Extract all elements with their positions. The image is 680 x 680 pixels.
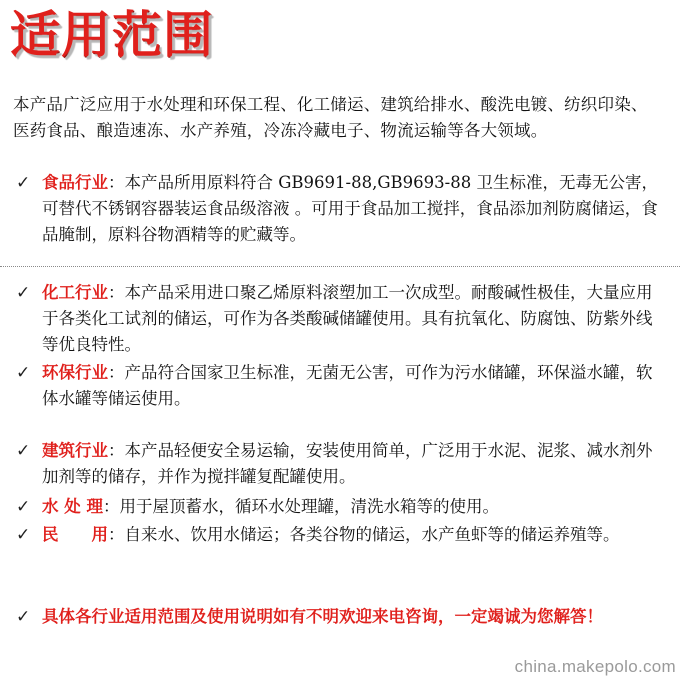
item-separator: ： (108, 173, 125, 192)
item-text: 本产品所用原料符合 GB9691-88,GB9693-88 卫生标准，无毒无公害，可替代不锈钢容器装运食品级溶液 。可用于食品加工搅拌，食品添加剂防腐储运，食品腌制，原料谷物酒精等的贮藏等。 (42, 173, 658, 244)
section-divider (0, 266, 680, 267)
watermark: china.makepolo.com (514, 657, 676, 676)
item-separator: ： (108, 363, 125, 382)
list-item-water-treatment (16, 494, 666, 520)
item-label: 环保行业 (42, 363, 108, 382)
check-icon: ✓ (16, 173, 31, 193)
item-separator: ： (103, 497, 120, 516)
intro-paragraph: 本产品广泛应用于水处理和环保工程、化工储运、建筑给排水、酸洗电镀、纺织印染、医药食品、酿造速冻、水产养殖，冷冻冷藏电子、物流运输等各大领域。 (13, 95, 648, 140)
item-separator: ： (108, 441, 125, 460)
list-item-civil (16, 522, 666, 548)
list-item-chemical (16, 280, 666, 358)
item-text: 本产品轻便安全易运输，安装使用简单，广泛用于水泥、泥浆、减水剂外加剂等的储存，并作为搅拌罐复配罐使用。 (42, 441, 653, 486)
list-item-environmental (16, 360, 666, 412)
item-text: 产品符合国家卫生标准，无菌无公害，可作为污水储罐，环保溢水罐，软体水罐等储运使用。 (42, 363, 653, 408)
check-icon: ✓ (16, 497, 31, 517)
check-icon: ✓ (16, 283, 31, 303)
list-item-food (16, 170, 666, 248)
page-title: 适用范围 (10, 6, 214, 64)
item-label: 食品行业 (42, 173, 108, 192)
item-text: 本产品采用进口聚乙烯原料滚塑加工一次成型。耐酸碱性极佳，大量应用于各类化工试剂的储运，可作为各类酸碱储罐使用。具有抗氧化、防腐蚀、防紫外线等优良特性。 (42, 283, 653, 354)
item-text: 用于屋顶蓄水，循环水处理罐，清洗水箱等的使用。 (119, 497, 499, 516)
list-item-construction (16, 438, 666, 490)
item-separator: ： (108, 283, 125, 302)
item-label: 水 处 理 (42, 497, 103, 516)
check-icon: ✓ (16, 363, 31, 383)
item-label: 建筑行业 (42, 441, 108, 460)
item-separator: ： (108, 525, 125, 544)
contact-text: 具体各行业适用范围及使用说明如有不明欢迎来电咨询，一定竭诚为您解答！ (42, 607, 603, 626)
item-text: 自来水、饮用水储运；各类谷物的储运，水产鱼虾等的储运养殖等。 (124, 525, 620, 544)
item-label: 民 用 (42, 525, 108, 544)
contact-notice (16, 604, 666, 630)
check-icon: ✓ (16, 525, 31, 545)
check-icon: ✓ (16, 607, 31, 627)
check-icon: ✓ (16, 441, 31, 461)
item-label: 化工行业 (42, 283, 108, 302)
